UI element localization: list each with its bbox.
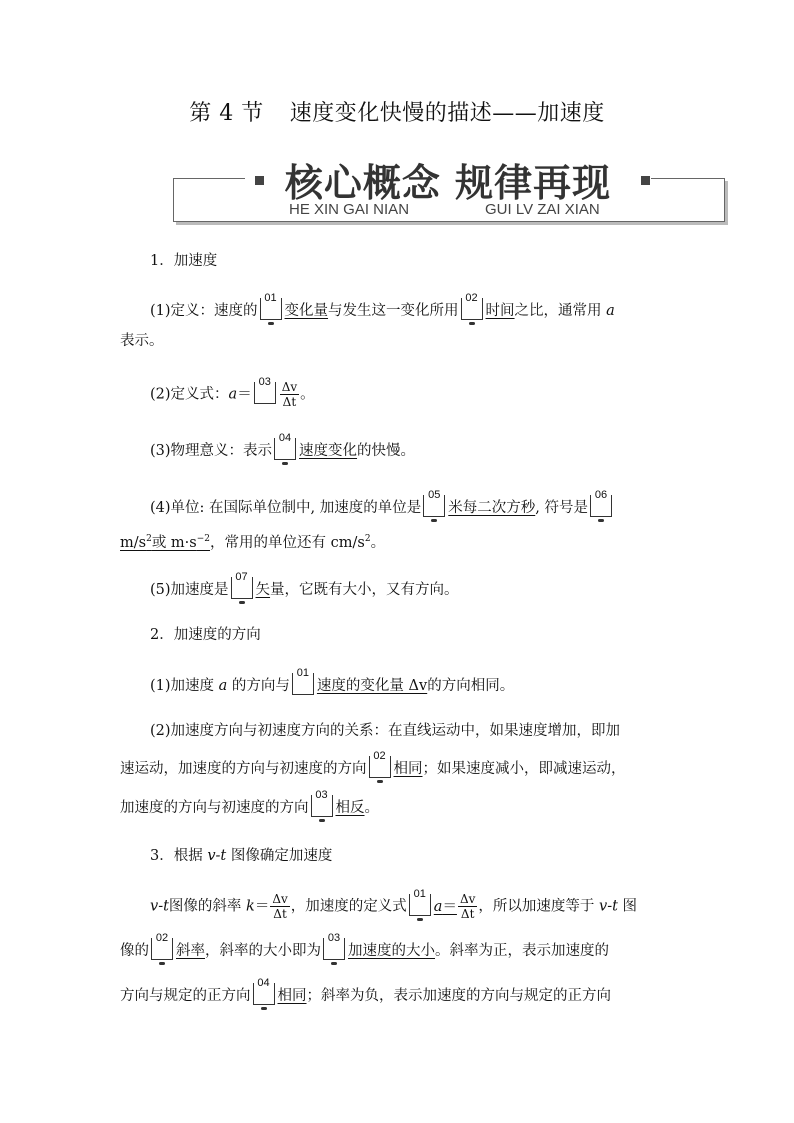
section-heading: 1．加速度 xyxy=(150,253,218,269)
answer-box: 07 xyxy=(231,577,253,599)
fraction: $\frac{\Delta v}{\Delta t}$ xyxy=(281,380,298,409)
answer-text: 米每二次方秒 xyxy=(448,500,536,516)
answer-text: 加速度的大小 xyxy=(348,943,435,959)
paragraph-unit: (4)单位: 在国际单位制中, 加速度的单位是 05 米每二次方秒, 符号是 06 xyxy=(120,495,710,518)
paragraph-unit-continuation: $m/s^2$或 $m\cdot s^{-2}$，常用的单位还有 $cm/s^2$。 xyxy=(120,534,386,551)
section-banner xyxy=(173,152,725,222)
answer-box: 02 xyxy=(151,938,173,960)
paragraph-meaning: (3)物理意义：表示 04 速度变化的快慢。 xyxy=(120,438,710,461)
banner-subtitle-left: HE XIN GAI NIAN xyxy=(289,201,410,218)
paragraph-slope-line2: 像的 02 斜率，斜率的大小即为 03 加速度的大小。斜率为正，表示加速度的 xyxy=(120,938,680,961)
square-bullet-icon xyxy=(255,176,264,185)
paragraph-relation-line2: 速运动，加速度的方向与初速度的方向 02 相同；如果速度减小，即减速运动， xyxy=(120,756,680,779)
paragraph-continuation: 表示。 xyxy=(120,333,164,349)
answer-box: 06 xyxy=(590,495,612,517)
answer-text: a＝ $\frac{\Delta v}{\Delta t}$ xyxy=(433,892,476,921)
paragraph-vector: (5)加速度是 07 矢量，它既有大小，又有方向。 xyxy=(120,577,710,600)
paragraph-definition: (1)定义：速度的 01 变化量与发生这一变化所用 02 时间之比，通常用 a xyxy=(120,298,710,321)
answer-box: 01 xyxy=(409,894,431,916)
page-title: 第 4 节 速度变化快慢的描述——加速度 xyxy=(189,101,605,126)
answer-box: 01 xyxy=(292,673,314,695)
paragraph-formula: (2)定义式：a＝ 03 $\frac{\Delta v}{\Delta t}$ 。 xyxy=(150,375,315,409)
answer-text: $m/s^2$或 $m\cdot s^{-2}$ xyxy=(120,534,211,551)
answer-box: 03 xyxy=(323,938,345,960)
section-heading: 3．根据 v-t 图像确定加速度 xyxy=(150,848,333,864)
section-heading: 2．加速度的方向 xyxy=(150,627,261,643)
answer-box: 04 xyxy=(274,438,296,460)
answer-text: 时间 xyxy=(485,303,515,319)
answer-text: 变化量 xyxy=(284,303,329,319)
answer-box: 04 xyxy=(253,983,275,1005)
answer-box: 02 xyxy=(369,756,391,778)
banner-subtitle-right: GUI LV ZAI XIAN xyxy=(485,201,600,218)
answer-box: 01 xyxy=(260,298,282,320)
answer-text: 速度的变化量 Δv xyxy=(316,678,428,694)
answer-text: 速度变化 xyxy=(299,443,358,459)
answer-box: 05 xyxy=(423,495,445,517)
fraction: $\frac{\Delta v}{\Delta t}$ xyxy=(272,892,288,921)
paragraph-relation: (2)加速度方向与初速度方向的关系：在直线运动中，如果速度增加，即加 xyxy=(150,723,621,739)
paragraph-slope-line3: 方向与规定的正方向 04 相同；斜率为负，表示加速度的方向与规定的正方向 xyxy=(120,983,680,1006)
answer-box: 03 xyxy=(254,382,276,404)
answer-box: 02 xyxy=(461,298,483,320)
answer-text: 斜率 xyxy=(176,943,205,959)
answer-text: 矢 xyxy=(255,582,271,598)
answer-box: 03 xyxy=(311,795,333,817)
square-bullet-icon xyxy=(641,176,650,185)
banner-title: 核心概念 规律再现 xyxy=(284,160,612,205)
answer-text: 相同 xyxy=(393,761,423,777)
paragraph-slope: v-t图像的斜率 k＝ $\frac{\Delta v}{\Delta t}$ ，加速度的定义式 01 a＝ $\frac{\Delta v}{\Delta t}$ ，所以加速度等于 v-t 图 xyxy=(150,887,638,921)
paragraph-relation-line3: 加速度的方向与初速度的方向 03 相反。 xyxy=(120,795,680,818)
answer-text: 相反 xyxy=(335,800,365,816)
paragraph-direction: (1)加速度 a 的方向与 01 速度的变化量 Δv的方向相同。 xyxy=(150,667,515,694)
answer-text: 相同 xyxy=(277,988,307,1004)
